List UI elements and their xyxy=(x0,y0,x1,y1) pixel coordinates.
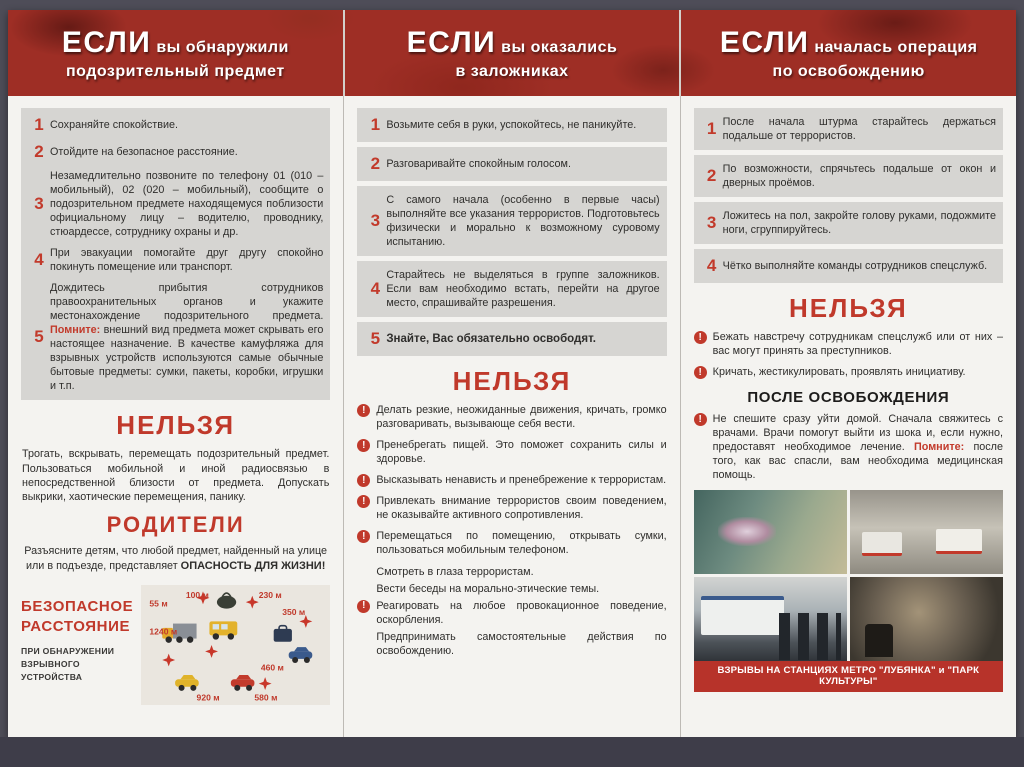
photo-collage xyxy=(694,490,1003,661)
step-text: После начала штурма старайтесь держаться подальше от террористов. xyxy=(722,116,996,143)
header-title-line1 xyxy=(407,26,618,60)
distance-label: 920 м xyxy=(196,692,220,703)
exclamation-icon xyxy=(357,473,376,487)
step-text-note: внешний вид предмета может скрывать его настоящее назначение. В качестве камуфляжа для взрывных устройств используются самые обычные бытовые предметы: сумки, пакеты, коробки, игрушки и т.п. xyxy=(50,324,324,393)
after-release-text-main: Не спешите сразу уйти домой. Сначала свяжитесь с врачами. Врачи помогут выйти из шока и, если нужно, предоставят необходимое лечение. xyxy=(712,413,1003,454)
forbidden-item-text: Делать резкие, неожиданные движения, кричать, громко разговаривать, вызывающе себя вести. xyxy=(376,404,667,431)
exclamation-icon xyxy=(694,365,713,379)
forbidden-item xyxy=(357,582,666,596)
step-number: 2 xyxy=(370,154,381,173)
header-title-line2: подозрительный предмет xyxy=(65,62,285,80)
column-rescue-operation xyxy=(680,96,1016,737)
exclamation-glyph: ! xyxy=(694,331,707,344)
exclamation-glyph: ! xyxy=(357,404,370,417)
car-icon xyxy=(231,675,255,691)
step-number: 3 xyxy=(370,211,381,231)
safe-distance-diagram-svg xyxy=(141,585,330,705)
suitcase-icon xyxy=(274,626,292,642)
safety-poster xyxy=(8,10,1016,737)
photo-metro-smoke xyxy=(850,577,1003,661)
exclamation-icon xyxy=(357,599,376,627)
forbidden-item xyxy=(357,565,666,579)
forbidden-item-text: Реагировать на любое провокационное поведение, оскорбления. xyxy=(376,599,667,626)
distance-label: 100 м xyxy=(185,590,209,601)
steps-list xyxy=(694,108,1003,283)
step-item xyxy=(357,322,666,356)
header-title-line1 xyxy=(62,26,289,60)
header-panel-rescue-operation xyxy=(679,10,1016,96)
after-release-text xyxy=(713,412,1003,482)
distance-label: 580 м xyxy=(254,692,278,703)
header-panel-hostage xyxy=(343,10,680,96)
steps-list xyxy=(21,108,330,400)
remember-label: Помните: xyxy=(50,324,101,337)
header-title-rest: началась операция xyxy=(814,38,978,56)
step-number: 2 xyxy=(706,166,717,186)
step-text: При эвакуации помогайте друг другу спокойно покинуть помещение или транспорт. xyxy=(50,247,324,274)
step-text: Отойдите на безопасное расстояние. xyxy=(50,145,238,158)
safe-distance-title-line1: БЕЗОПАСНОЕ xyxy=(21,598,134,616)
header-panel-suspicious-object xyxy=(8,10,343,96)
forbidden-item-text: Предпринимать самостоятельные действия по освобождению. xyxy=(376,630,667,657)
distance-label: 1240 м xyxy=(149,626,178,637)
header-title-line2: в заложниках xyxy=(455,62,569,80)
parents-text-main: Разъясните детям, что любой предмет, найденный на улице или в подъезде, представляет xyxy=(24,545,328,572)
step-text: Незамедлительно позвоните по телефону 01 (010 – мобильный), 02 (020 – мобильный), сообщите о подозрительном предмете находящемуся поблизости официальному лицу – водителю, проводнику, стюардессе, сотруднику охраны и др. xyxy=(50,170,324,239)
distance-label: 460 м xyxy=(260,662,284,673)
steps-list xyxy=(357,108,666,356)
step-number: 1 xyxy=(34,115,44,134)
header-emphasis: ЕСЛИ xyxy=(406,25,497,59)
forbidden-item xyxy=(357,403,666,431)
safe-distance-labels xyxy=(21,585,141,684)
safe-distance-title xyxy=(21,597,141,636)
step-text: Ложитесь на пол, закройте голову руками, подожмите ноги, сгруппируйтесь. xyxy=(722,210,996,237)
step-number: 5 xyxy=(370,329,381,349)
photo-rescue-workers xyxy=(694,577,847,661)
step-text: Чётко выполняйте команды сотрудников спецслужб. xyxy=(722,260,988,273)
forbidden-item-text: Смотреть в глаза террористам. xyxy=(376,565,534,578)
after-release-paragraph xyxy=(694,412,1003,482)
step-item xyxy=(357,108,666,142)
photo-memorial-flowers xyxy=(694,490,847,574)
parents-danger-emphasis: ОПАСНОСТЬ ДЛЯ ЖИЗНИ! xyxy=(180,559,326,572)
explosion-icon xyxy=(162,654,175,667)
header-emphasis: ЕСЛИ xyxy=(61,25,152,59)
safe-distance-diagram xyxy=(141,585,330,705)
step-item xyxy=(694,108,1003,150)
parents-text xyxy=(22,544,329,573)
step-item xyxy=(28,115,323,135)
header-emphasis: ЕСЛИ xyxy=(719,25,810,59)
van-icon xyxy=(209,622,237,640)
after-release-text-note: после того, как вас спасли, вам необходима медицинская помощь. xyxy=(712,441,1003,482)
exclamation-icon xyxy=(694,412,713,482)
photo-street-ambulances xyxy=(850,490,1003,574)
header-title-line1 xyxy=(720,26,978,60)
forbidden-heading: НЕЛЬЗЯ xyxy=(788,293,908,324)
step-number: 2 xyxy=(34,142,44,161)
forbidden-heading: НЕЛЬЗЯ xyxy=(452,366,572,397)
exclamation-glyph: ! xyxy=(694,413,707,426)
explosion-icon xyxy=(205,645,218,658)
step-item xyxy=(28,169,323,239)
step-number: 4 xyxy=(34,250,44,270)
distance-label: 55 м xyxy=(149,598,168,609)
step-text: Сохраняйте спокойствие. xyxy=(50,118,179,131)
exclamation-icon xyxy=(357,403,376,431)
car-icon xyxy=(289,647,313,663)
step-item xyxy=(28,142,323,162)
safe-distance-subtitle-line2: ВЗРЫВНОГО УСТРОЙСТВА xyxy=(21,659,83,683)
step-text: Возьмите себя в руки, успокойтесь, не паникуйте. xyxy=(386,118,637,131)
safe-distance-subtitle xyxy=(21,645,141,684)
bag-icon xyxy=(217,593,236,609)
forbidden-item-text: Привлекать внимание террористов своим поведением, не оказывайте активного сопротивления. xyxy=(376,495,667,522)
forbidden-item xyxy=(357,494,666,522)
exclamation-glyph: ! xyxy=(357,600,370,613)
step-text-main: Дождитесь прибытия сотрудников правоохранительных органов и укажите местонахождение подозрительного предмета. xyxy=(50,282,324,323)
after-release-heading: ПОСЛЕ ОСВОБОЖДЕНИЯ xyxy=(747,389,950,407)
exclamation-glyph: ! xyxy=(357,474,370,487)
forbidden-item-text: Пренебрегать пищей. Это поможет сохранить силы и здоровье. xyxy=(376,439,667,466)
header-title-rest: вы оказались xyxy=(501,38,618,56)
step-number: 5 xyxy=(34,327,44,347)
bottom-band xyxy=(0,737,1024,767)
step-text xyxy=(50,281,323,393)
forbidden-item xyxy=(357,599,666,627)
forbidden-heading: НЕЛЬЗЯ xyxy=(116,410,236,441)
step-number: 3 xyxy=(34,194,44,214)
step-item xyxy=(694,155,1003,197)
forbidden-item xyxy=(694,330,1003,358)
step-item xyxy=(357,147,666,181)
header-title-line2: по освобождению xyxy=(772,62,925,80)
exclamation-icon xyxy=(357,529,376,557)
step-text: По возможности, спрячьтесь подальше от окон и дверных проёмов. xyxy=(722,163,996,190)
safe-distance-title-line2: РАССТОЯНИЕ xyxy=(21,617,131,635)
step-item xyxy=(694,202,1003,244)
step-item xyxy=(694,249,1003,283)
forbidden-item-text: Вести беседы на морально-этические темы. xyxy=(376,582,600,595)
forbidden-item xyxy=(357,473,666,487)
poster-columns xyxy=(8,96,1016,737)
step-text: С самого начала (особенно в первые часы) выполняйте все указания террористов. Подготовьтесь физически и морально к возможному суровому испытанию. xyxy=(386,194,660,249)
forbidden-item xyxy=(694,365,1003,379)
column-suspicious-object xyxy=(8,96,343,737)
exclamation-glyph: ! xyxy=(357,439,370,452)
column-hostage xyxy=(343,96,679,737)
step-text: Знайте, Вас обязательно освободят. xyxy=(386,332,596,345)
header-title-rest: вы обнаружили xyxy=(156,38,289,56)
step-number: 4 xyxy=(370,279,381,299)
explosion-icon xyxy=(259,677,272,690)
step-number: 1 xyxy=(706,119,717,139)
step-item xyxy=(357,261,666,317)
forbidden-item-text: Бежать навстречу сотрудникам спецслужб или от них – вас могут принять за преступников. xyxy=(712,331,1003,358)
step-text: Разговаривайте спокойным голосом. xyxy=(386,157,571,170)
parents-heading: РОДИТЕЛИ xyxy=(106,512,245,538)
forbidden-text: Трогать, вскрывать, перемещать подозрительный предмет. Пользоваться мобильной и иной радиосвязью в непосредственной близости от предмета. Допускать выкрики, хаотические перемещения, панику. xyxy=(22,448,330,504)
exclamation-glyph: ! xyxy=(694,366,707,379)
forbidden-item-text: Кричать, жестикулировать, проявлять инициативу. xyxy=(712,366,966,379)
step-item xyxy=(357,186,666,256)
step-item xyxy=(28,281,323,393)
remember-label: Помните: xyxy=(913,441,965,454)
step-item xyxy=(28,246,323,274)
safe-distance-subtitle-line1: ПРИ ОБНАРУЖЕНИИ xyxy=(21,646,115,657)
step-number: 1 xyxy=(370,115,381,134)
step-number: 4 xyxy=(706,256,717,276)
step-number: 3 xyxy=(706,213,717,233)
forbidden-item xyxy=(357,438,666,466)
safe-distance-section xyxy=(21,585,330,705)
exclamation-glyph: ! xyxy=(357,530,370,543)
forbidden-item xyxy=(357,630,666,658)
explosion-icon xyxy=(246,596,259,609)
distance-label: 350 м xyxy=(282,607,306,618)
exclamation-icon xyxy=(357,438,376,466)
exclamation-icon xyxy=(357,494,376,522)
forbidden-item-text: Высказывать ненависть и пренебрежение к террористам. xyxy=(376,474,667,487)
forbidden-item xyxy=(357,529,666,557)
photo-caption: ВЗРЫВЫ НА СТАНЦИЯХ МЕТРО "ЛУБЯНКА" и "ПАРК КУЛЬТУРЫ" xyxy=(694,661,1003,692)
exclamation-icon xyxy=(694,330,713,358)
step-text: Старайтесь не выделяться в группе заложников. Если вам необходимо встать, перейти на другое место, спрашивайте разрешения. xyxy=(386,269,660,310)
car-icon xyxy=(175,675,199,691)
exclamation-glyph: ! xyxy=(357,495,370,508)
forbidden-item-text: Перемещаться по помещению, открывать сумки, пользоваться мобильным телефоном. xyxy=(376,530,667,557)
poster-header xyxy=(8,10,1016,96)
distance-label: 230 м xyxy=(258,590,282,601)
